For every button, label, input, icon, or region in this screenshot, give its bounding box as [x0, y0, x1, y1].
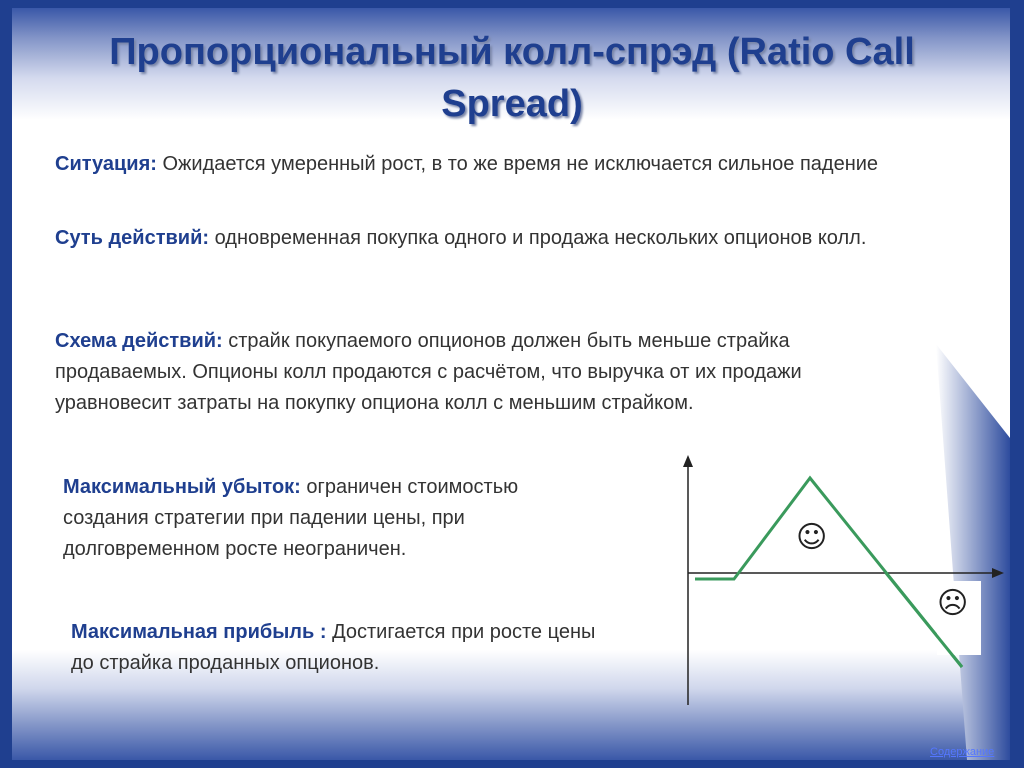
slide [12, 8, 1010, 760]
max-profit-label: Максимальная прибыль : [71, 621, 327, 643]
essence-paragraph [55, 223, 985, 254]
situation-label: Ситуация: [55, 153, 157, 175]
max-profit-text: Достигается при росте цены до страйка проданных опционов. [71, 621, 596, 674]
scheme-text: страйк покупаемого опционов должен быть меньше страйка продаваемых. Опционы колл продаются с расчётом, что выручка от их продажи уравновесит затраты на покупку опциона колл с меньшим страйком. [55, 330, 802, 414]
payoff-diagram [672, 453, 1010, 713]
contents-link[interactable]: Содержание [930, 746, 995, 758]
scheme-paragraph [55, 326, 855, 419]
max-profit-paragraph [71, 617, 601, 679]
smiley-icon: ☺ [796, 520, 828, 555]
max-loss-text: ограничен стоимостью создания стратегии при падении цены, при долговременном росте неограничен. [63, 476, 519, 560]
x-axis-arrow [992, 568, 1004, 578]
situation-text: Ожидается умеренный рост, в то же время не исключается сильное падение [156, 153, 879, 175]
essence-text: одновременная покупка одного и продажа нескольких опционов колл. [209, 227, 867, 249]
frown-icon: ☹ [937, 586, 969, 621]
scheme-label: Схема действий: [55, 330, 223, 352]
essence-label: Суть действий: [55, 227, 210, 249]
max-loss-label: Максимальный убыток: [63, 476, 301, 498]
situation-paragraph [55, 149, 985, 180]
max-loss-paragraph [63, 472, 563, 565]
slide-title: Пропорциональный колл-спрэд (Ratio Call Spread) [109, 31, 915, 125]
y-axis-arrow [683, 455, 693, 467]
